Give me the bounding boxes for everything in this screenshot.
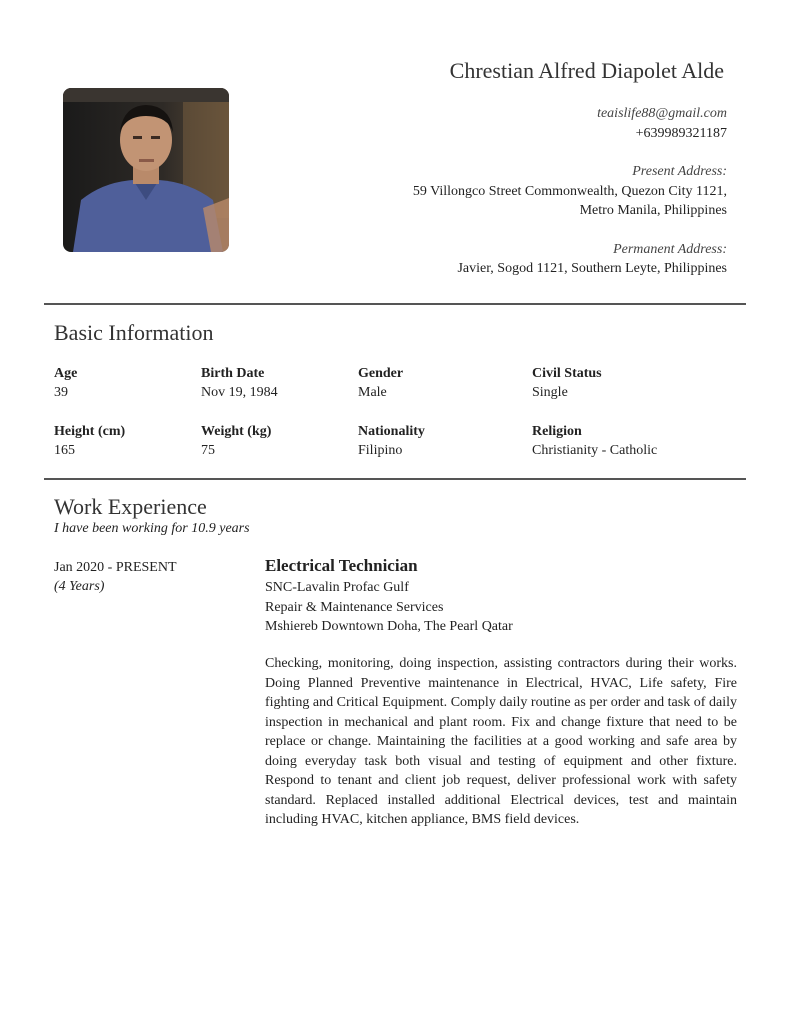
work-experience-title: Work Experience <box>54 494 207 519</box>
section-divider <box>44 478 746 480</box>
permanent-address-label: Permanent Address: <box>613 241 727 257</box>
permanent-address-line-1: Javier, Sogod 1121, Southern Leyte, Philippines <box>457 261 727 276</box>
phone-number: +639989321187 <box>635 125 727 141</box>
job-department: Repair & Maintenance Services <box>265 599 444 615</box>
job-details <box>265 578 513 637</box>
basic-information-title: Basic Information <box>54 320 214 345</box>
job-location: Mshiereb Downtown Doha, The Pearl Qatar <box>265 619 513 634</box>
age-label: Age <box>54 366 78 381</box>
gender-label: Gender <box>358 366 404 381</box>
job-duration: (4 Years) <box>54 579 105 594</box>
present-address-line-2: Metro Manila, Philippines <box>579 203 727 218</box>
birth-date-value: Nov 19, 1984 <box>201 385 278 400</box>
job-date-range: Jan 2020 - PRESENT <box>54 560 177 575</box>
present-address-label: Present Address: <box>632 164 727 179</box>
candidate-name: Chrestian Alfred Diapolet Alde <box>449 58 724 83</box>
birth-date-label: Birth Date <box>201 366 265 381</box>
weight-label: Weight (kg) <box>201 424 272 439</box>
religion-value: Christianity - Catholic <box>532 443 658 458</box>
email-address[interactable]: teaislife88@gmail.com <box>597 106 727 121</box>
religion-label: Religion <box>532 424 582 439</box>
contact-block <box>307 104 727 279</box>
work-experience-summary: I have been working for 10.9 years <box>54 521 250 536</box>
height-value: 165 <box>54 443 75 458</box>
present-address-line-1: 59 Villongco Street Commonwealth, Quezon City 1121, <box>412 183 727 199</box>
age-value: 39 <box>54 385 68 400</box>
section-divider <box>44 303 746 305</box>
weight-value: 75 <box>201 443 215 458</box>
civil-status-label: Civil Status <box>532 366 602 381</box>
profile-photo <box>63 88 229 252</box>
gender-value: Male <box>358 385 387 400</box>
job-company: SNC-Lavalin Profac Gulf <box>265 580 409 595</box>
nationality-value: Filipino <box>358 443 403 458</box>
job-description: Checking, monitoring, doing inspection, assisting contractors during their works. Doing Planned Preventive maintenance in Electrical, HVAC, Life safety, Fire fighting and Critical Equipment. Comply daily routine as per order and task of daily inspection in mechanical and plant room. Fix and change fixture that need to be replace or change. Maintaining the facilities at a good working and safe area by doing everyday task both visual and testing of equipment and other fixture. Respond to tenant and client job request, deliver professional work with safety standard. Replaced installed additional Electrical devices, test and maintain including HVAC, kitchen appliance, BMS field devices. <box>265 656 737 827</box>
civil-status-value: Single <box>532 385 568 400</box>
job-date-block <box>54 558 177 596</box>
height-label: Height (cm) <box>54 424 126 439</box>
job-title: Electrical Technician <box>265 556 418 575</box>
nationality-label: Nationality <box>358 424 425 439</box>
